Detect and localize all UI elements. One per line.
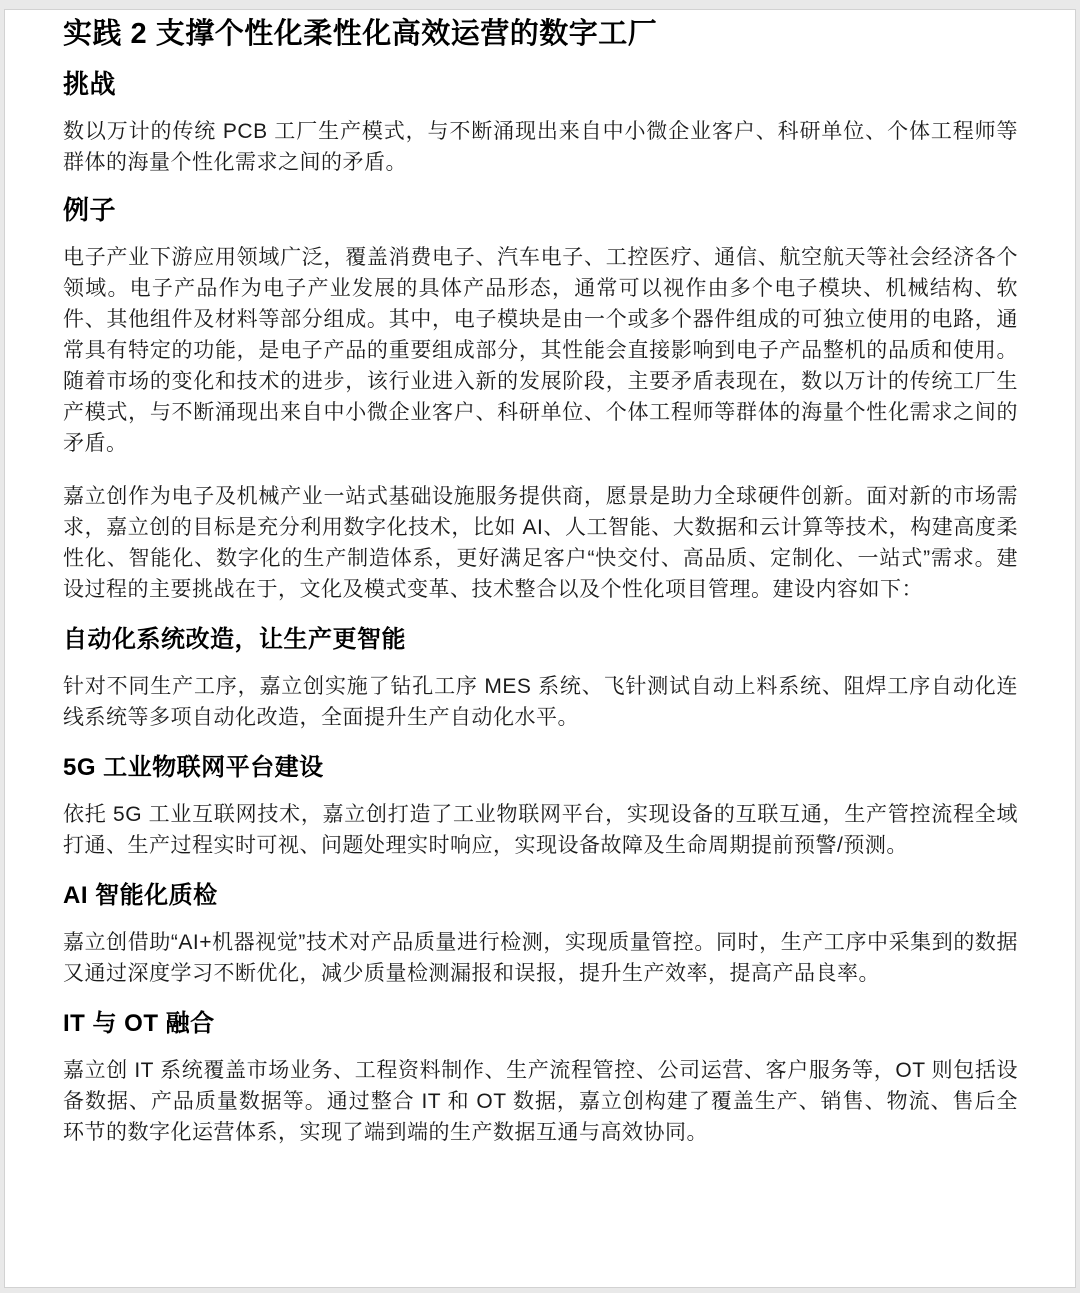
document-page bbox=[4, 9, 1076, 1288]
document-title: 实践 2 支撑个性化柔性化高效运营的数字工厂 bbox=[63, 18, 658, 50]
paragraph-example-2: 嘉立创作为电子及机械产业一站式基础设施服务提供商，愿景是助力全球硬件创新。面对新的市场需求，嘉立创的目标是充分利用数字化技术，比如 AI、人工智能、大数据和云计算等技术，构建高度柔性化、智能化、数字化的生产制造体系，更好满足客户“快交付、高品质、定制化、一站式”需求。建设过程的主要挑战在于，文化及模式变革、技术整合以及个性化项目管理。建设内容如下： bbox=[63, 485, 1018, 601]
document-content bbox=[5, 10, 1075, 1148]
paragraph-automation: 针对不同生产工序，嘉立创实施了钻孔工序 MES 系统、飞针测试自动上料系统、阻焊工序自动化连线系统等多项自动化改造，全面提升生产自动化水平。 bbox=[63, 675, 1018, 729]
paragraph-example-1: 电子产业下游应用领域广泛，覆盖消费电子、汽车电子、工控医疗、通信、航空航天等社会经济各个领域。电子产品作为电子产业发展的具体产品形态，通常可以视作由多个电子模块、机械结构、软件、其他组件及材料等部分组成。其中，电子模块是由一个或多个器件组成的可独立使用的电路，通常具有特定的功能，是电子产品的重要组成部分，其性能会直接影响到电子产品整机的品质和使用。随着市场的变化和技术的进步，该行业进入新的发展阶段，主要矛盾表现在，数以万计的传统工厂生产模式，与不断涌现出来自中小微企业客户、科研单位、个体工程师等群体的海量个性化需求之间的矛盾。 bbox=[63, 246, 1018, 455]
section-heading-automation: 自动化系统改造，让生产更智能 bbox=[63, 626, 406, 653]
section-heading-example: 例子 bbox=[63, 195, 117, 225]
section-heading-ai-quality-inspection: AI 智能化质检 bbox=[63, 882, 218, 909]
paragraph-5g-iot-platform: 依托 5G 工业互联网技术，嘉立创打造了工业物联网平台，实现设备的互联互通，生产管控流程全域打通、生产过程实时可视、问题处理实时响应，实现设备故障及生命周期提前预警/预测。 bbox=[63, 803, 1018, 857]
paragraph-ai-quality-inspection: 嘉立创借助“AI+机器视觉”技术对产品质量进行检测，实现质量管控。同时，生产工序中采集到的数据又通过深度学习不断优化，减少质量检测漏报和误报，提升生产效率，提高产品良率。 bbox=[63, 931, 1018, 985]
section-heading-it-ot-integration: IT 与 OT 融合 bbox=[63, 1010, 215, 1037]
paragraph-it-ot-integration: 嘉立创 IT 系统覆盖市场业务、工程资料制作、生产流程管控、公司运营、客户服务等，OT 则包括设备数据、产品质量数据等。通过整合 IT 和 OT 数据，嘉立创构建了覆盖生产、销售、物流、售后全环节的数字化运营体系，实现了端到端的生产数据互通与高效协同。 bbox=[63, 1059, 1018, 1144]
paragraph-challenge: 数以万计的传统 PCB 工厂生产模式，与不断涌现出来自中小微企业客户、科研单位、个体工程师等群体的海量个性化需求之间的矛盾。 bbox=[63, 120, 1018, 174]
section-heading-challenge: 挑战 bbox=[63, 69, 117, 99]
section-heading-5g-iot-platform: 5G 工业物联网平台建设 bbox=[63, 754, 324, 781]
